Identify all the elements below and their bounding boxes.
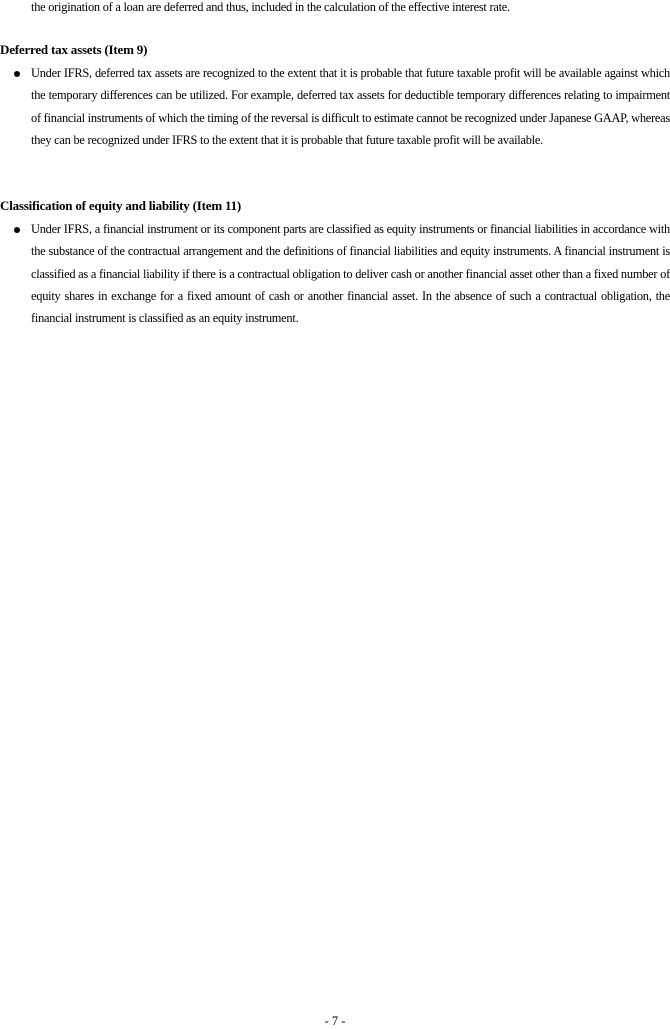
- bullet-icon: [14, 71, 20, 77]
- page-number: - 7 -: [324, 1014, 346, 1028]
- list-item: [0, 218, 670, 329]
- section-heading: Deferred tax assets (Item 9): [0, 42, 148, 57]
- section-classification-equity-liability: [0, 198, 670, 329]
- section-heading: Classification of equity and liability (Item 11): [0, 198, 242, 213]
- list-item: [0, 62, 670, 151]
- bullet-icon: [14, 227, 20, 233]
- bullet-text: Under IFRS, a financial instrument or its component parts are classified as equity instruments or financial liabilities in accordance with the substance of the contractual arrangement and the definitions of financial liabilities and equity instruments. A financial instrument is classified as a financial liability if there is a contractual obligation to deliver cash or another financial asset other than a fixed number of equity shares in exchange for a fixed amount of cash or another financial asset. In the absence of such a contractual obligation, the financial instrument is classified as an equity instrument.: [31, 222, 670, 326]
- section-deferred-tax-assets: [0, 42, 670, 151]
- carry-over-paragraph: the origination of a loan are deferred and thus, included in the calculation of the effective interest rate.: [31, 0, 510, 14]
- bullet-text: Under IFRS, deferred tax assets are recognized to the extent that it is probable that future taxable profit will be available against which the temporary differences can be utilized. For example, deferred tax assets for deductible temporary differences relating to impairment of financial instruments of which the timing of the reversal is difficult to estimate cannot be recognized under Japanese GAAP, whereas they can be recognized under IFRS to the extent that it is probable that future taxable profit will be available.: [31, 66, 670, 147]
